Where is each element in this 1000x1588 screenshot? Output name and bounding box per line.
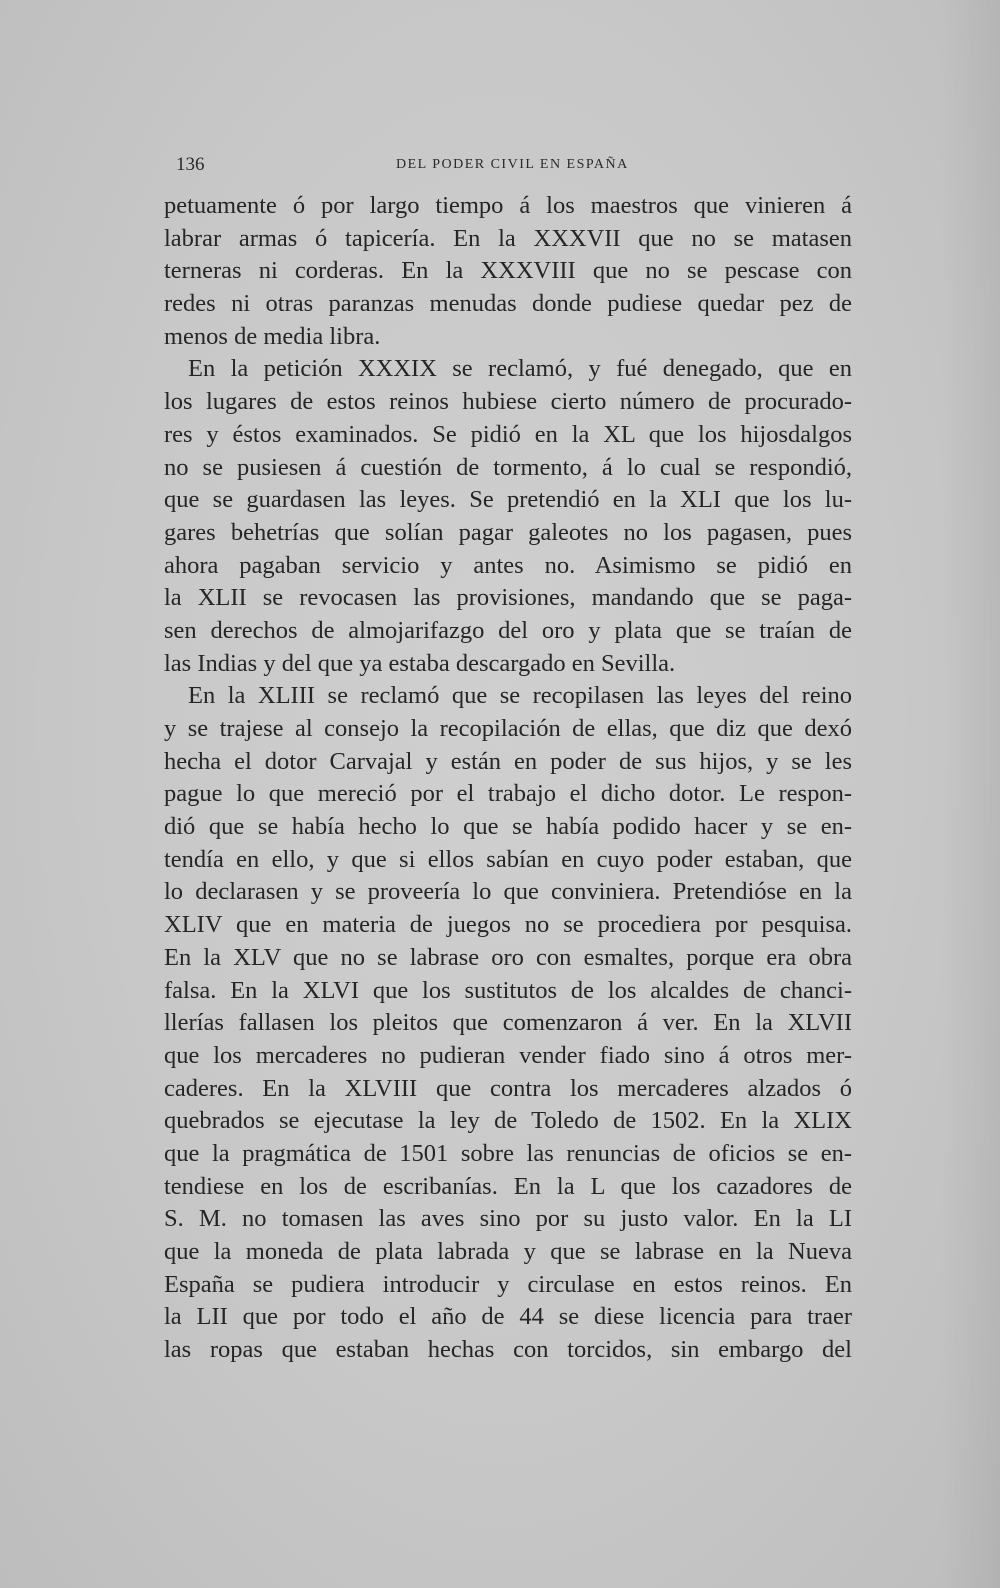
text-line: que se guardasen las leyes. Se pretendió en la XLI que los lu-	[164, 486, 852, 514]
text-line: ahora pagaban servicio y antes no. Asimismo se pidió en	[164, 551, 852, 579]
text-line: la XLII se revocasen las provisiones, mandando que se paga-	[164, 584, 852, 612]
text-line: los lugares de estos reinos hubiese cierto número de procurado-	[164, 388, 852, 416]
text-line: las Indias y del que ya estaba descargado en Sevilla.	[164, 649, 676, 677]
text-line: quebrados se ejecutase la ley de Toledo de 1502. En la XLIX	[164, 1107, 852, 1135]
text-line: y se trajese al consejo la recopilación de ellas, que diz que dexó	[164, 715, 852, 742]
text-line: XLIV que en materia de juegos no se procediera por pesquisa.	[164, 911, 852, 939]
text-line: redes ni otras paranzas menudas donde pudiese quedar pez de	[164, 290, 852, 318]
text-line: caderes. En la XLVIII que contra los mercaderes alzados ó	[164, 1074, 852, 1102]
text-line: labrar armas ó tapicería. En la XXXVII que no se matasen	[164, 224, 852, 252]
text-line: que los mercaderes no pudieran vender fiado sino á otros mer-	[164, 1041, 852, 1069]
text-line: En la petición XXXIX se reclamó, y fué denegado, que en	[188, 355, 852, 383]
text-line: terneras ni corderas. En la XXXVIII que no se pescase con	[164, 257, 852, 285]
page-number: 136	[176, 154, 205, 175]
page-edge-shadow	[940, 0, 1000, 1588]
text-line: sen derechos de almojarifazgo del oro y plata que se traían de	[164, 616, 852, 644]
text-line: dió que se había hecho lo que se había podido hacer y se en-	[164, 813, 852, 841]
text-line: gares behetrías que solían pagar galeotes no los pagasen, pues	[164, 518, 852, 546]
body-text	[164, 190, 852, 1367]
text-line: menos de media libra.	[164, 322, 381, 350]
text-line: la LII que por todo el año de 44 se diese licencia para traer	[164, 1303, 852, 1331]
text-line: falsa. En la XLVI que los sustitutos de los alcaldes de chanci-	[164, 976, 852, 1004]
text-line: tendiese en los de escribanías. En la L que los cazadores de	[164, 1172, 852, 1200]
text-line: S. M. no tomasen las aves sino por su justo valor. En la LI	[164, 1205, 852, 1233]
text-line: petuamente ó por largo tiempo á los maestros que vinieren á	[164, 192, 852, 219]
text-line: que la moneda de plata labrada y que se labrase en la Nueva	[164, 1238, 852, 1265]
text-line: tendía en ello, y que si ellos sabían en cuyo poder estaban, que	[164, 845, 852, 873]
text-line: hecha el dotor Carvajal y están en poder de sus hijos, y se les	[164, 747, 852, 775]
text-line: pague lo que mereció por el trabajo el dicho dotor. Le respon-	[164, 780, 852, 808]
running-head	[164, 154, 854, 178]
text-line: llerías fallasen los pleitos que comenzaron á ver. En la XLVII	[164, 1009, 852, 1037]
text-line: res y éstos examinados. Se pidió en la XL que los hijosdalgos	[164, 420, 852, 448]
text-line: lo declarasen y se proveería lo que conviniera. Pretendióse en la	[164, 878, 852, 906]
text-line: las ropas que estaban hechas con torcidos, sin embargo del	[164, 1336, 852, 1364]
text-line: En la XLV que no se labrase oro con esmaltes, porque era obra	[164, 943, 852, 971]
text-line: no se pusiesen á cuestión de tormento, á lo cual se respondió,	[164, 453, 852, 481]
running-title: DEL PODER CIVIL EN ESPAÑA	[396, 157, 629, 172]
text-line: España se pudiera introducir y circulase en estos reinos. En	[164, 1270, 852, 1298]
text-line: que la pragmática de 1501 sobre las renuncias de oficios se en-	[164, 1139, 852, 1167]
text-line: En la XLIII se reclamó que se recopilasen las leyes del reino	[188, 682, 852, 710]
